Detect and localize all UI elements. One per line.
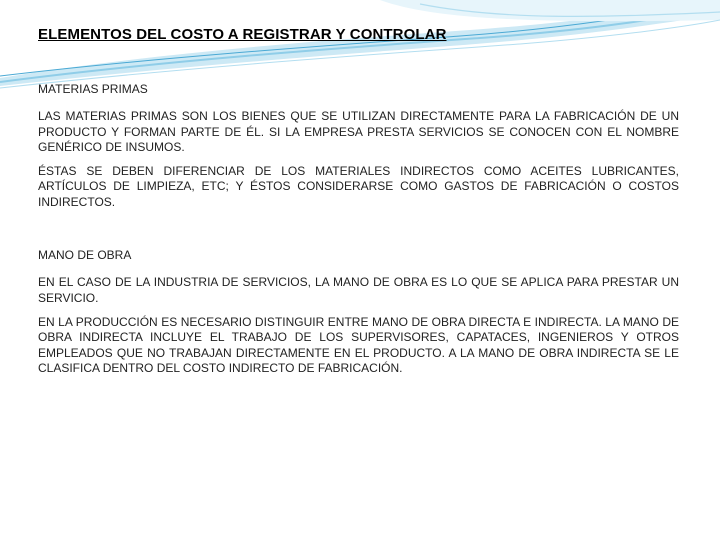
paragraph-materias-primas-definition: LAS MATERIAS PRIMAS SON LOS BIENES QUE SE UTILIZAN DIRECTAMENTE PARA LA FABRICACIÓN DE UN PRODUCTO Y FORMAN PARTE DE ÉL. SI LA EMPRESA PRESTA SERVICIOS SE CONOCEN CON EL NOMBRE GENÉRICO DE INSUMOS. <box>38 109 679 154</box>
paragraph-mano-de-obra-production: EN LA PRODUCCIÓN ES NECESARIO DISTINGUIR ENTRE MANO DE OBRA DIRECTA E INDIRECTA. LA MANO DE OBRA INDIRECTA INCLUYE EL TRABAJO DE LOS SUPERVISORES, CAPATACES, INGENIEROS Y OTROS EMPLEADOS QUE NO TRABAJAN DIRECTAMENTE EN EL PRODUCTO. A LA MANO DE OBRA INDIRECTA SE LE CLASIFICA DENTRO DEL COSTO INDIRECTO DE FABRICACIÓN. <box>38 314 679 375</box>
header-swoosh-decoration <box>0 0 720 90</box>
paragraph-materias-primas-indirect: ÉSTAS SE DEBEN DIFERENCIAR DE LOS MATERIALES INDIRECTOS COMO ACEITES LUBRICANTES, ARTÍCULOS DE LIMPIEZA, ETC; Y ÉSTOS CONSIDERARSE COMO GASTOS DE FABRICACIÓN O COSTOS INDIRECTOS. <box>38 164 679 209</box>
slide-title: ELEMENTOS DEL COSTO A REGISTRAR Y CONTROLAR <box>38 26 447 43</box>
faded-line <box>38 386 679 402</box>
faded-text-block <box>38 386 679 406</box>
section-heading-materias-primas: MATERIAS PRIMAS <box>38 82 148 96</box>
section-heading-mano-de-obra: MANO DE OBRA <box>38 248 132 263</box>
slide-body <box>38 82 679 376</box>
paragraph-mano-de-obra-services: EN EL CASO DE LA INDUSTRIA DE SERVICIOS, LA MANO DE OBRA ES LO QUE SE APLICA PARA PRESTAR UN SERVICIO. <box>38 275 679 305</box>
